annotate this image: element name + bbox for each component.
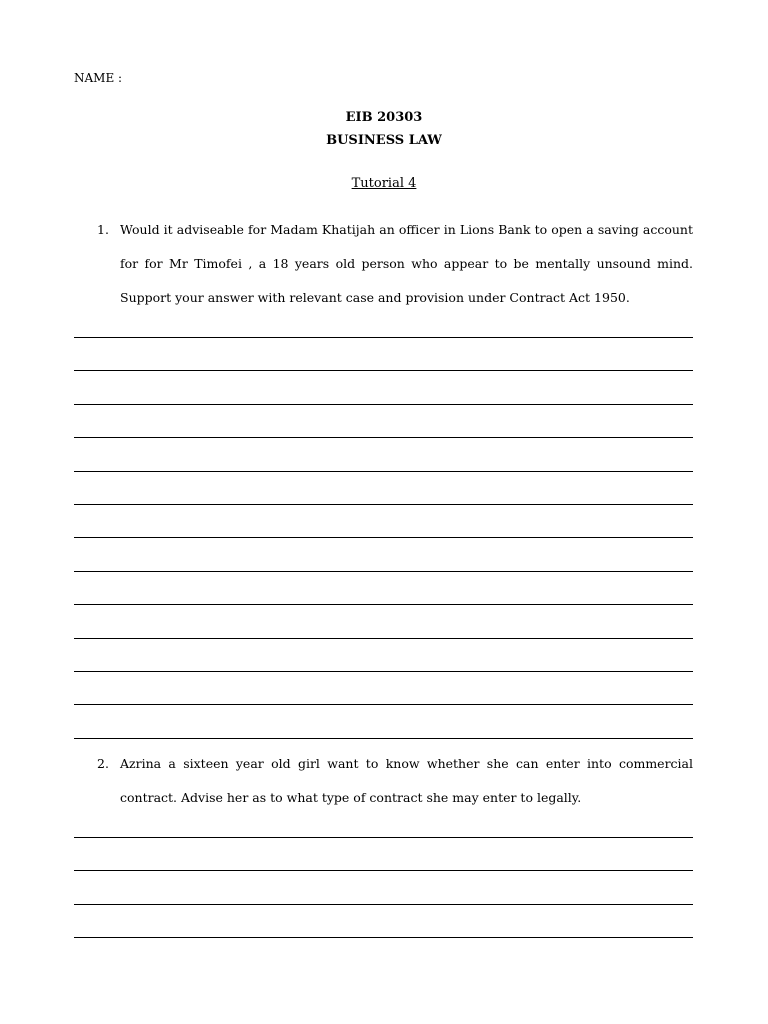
- answer-line: [74, 437, 693, 438]
- question-2: [97, 747, 693, 815]
- answer-line: [74, 471, 693, 472]
- answer-line: [74, 370, 693, 371]
- question-text: Azrina a sixteen year old girl want to know whether she can enter into commercial contract. Advise her as to what type of contract she may enter to legally.: [120, 756, 693, 805]
- name-label: NAME :: [74, 71, 123, 85]
- answer-line: [74, 504, 693, 505]
- answer-line: [74, 738, 693, 739]
- question-text: Would it adviseable for Madam Khatijah an officer in Lions Bank to open a saving account for for Mr Timofei , a 18 years old person who appear to be mentally unsound mind. Support your answer with relevant case and provision under Contract Act 1950.: [120, 222, 693, 305]
- answer-line: [74, 337, 693, 338]
- answer-line: [74, 704, 693, 705]
- answer-line: [74, 404, 693, 405]
- question-number: 2.: [97, 756, 109, 771]
- course-code: EIB 20303: [345, 110, 423, 125]
- answer-line: [74, 904, 693, 905]
- answer-line: [74, 671, 693, 672]
- answer-line: [74, 604, 693, 605]
- answer-line: [74, 571, 693, 572]
- course-title: BUSINESS LAW: [326, 133, 442, 148]
- question-1: [97, 213, 693, 315]
- answer-line: [74, 870, 693, 871]
- answer-line: [74, 537, 693, 538]
- answer-line: [74, 638, 693, 639]
- answer-line: [74, 837, 693, 838]
- answer-line: [74, 937, 693, 938]
- question-number: 1.: [97, 222, 109, 237]
- tutorial-title: Tutorial 4: [351, 176, 417, 191]
